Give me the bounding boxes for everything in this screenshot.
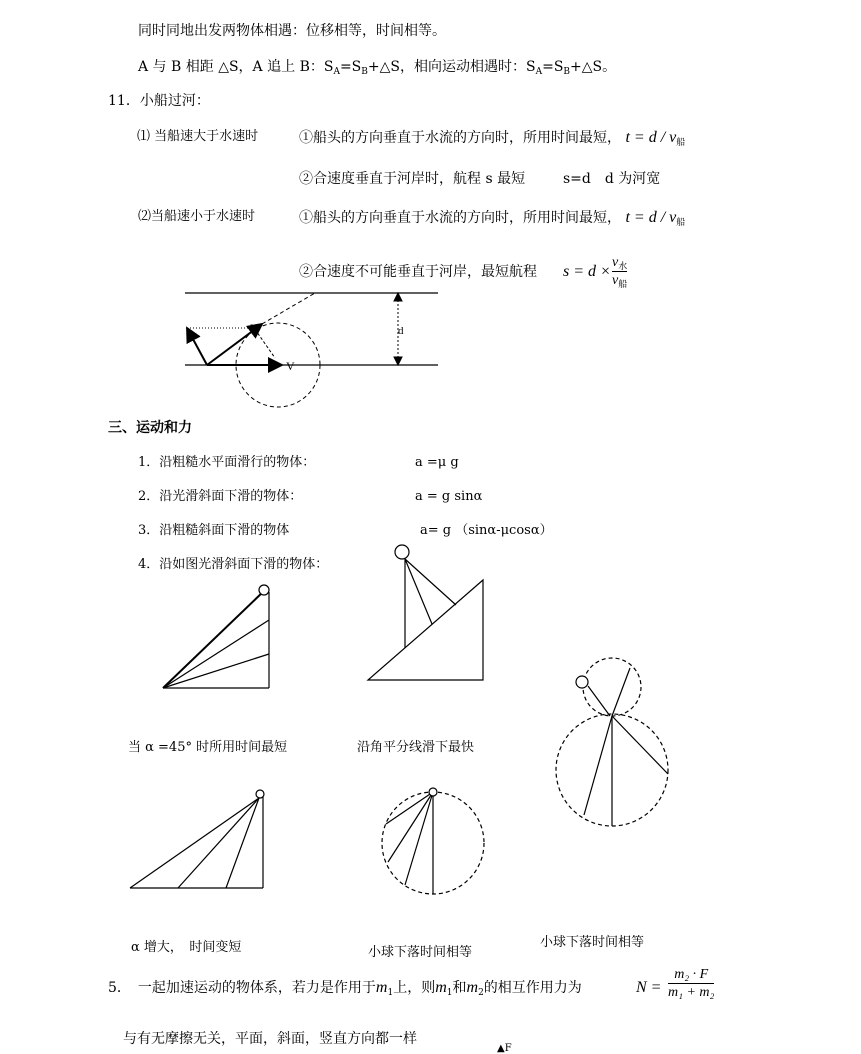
width-arrow-top <box>394 293 402 301</box>
meet-line-2-part: =S <box>339 59 362 75</box>
caption-fall-1: 小球下落时间相等 <box>368 945 473 960</box>
d-label: d <box>398 325 404 337</box>
frac-den-sub: 船 <box>618 279 628 290</box>
item-2-formula: a = g sinα <box>415 489 483 504</box>
meet-line-2-part: =S <box>542 59 564 75</box>
force-label: F <box>504 1043 512 1054</box>
subscript-b: B <box>361 67 368 77</box>
case1-line-b2: s=d d 为河宽 <box>563 171 661 187</box>
alpha-increase-figure <box>130 790 264 888</box>
double-circle-figure <box>556 658 668 826</box>
item5-F-label: ▲F <box>497 1043 512 1054</box>
caption-alpha: α 增大， 时间变短 <box>131 940 242 955</box>
bisector-figure <box>368 545 483 680</box>
meet-line-2-part: A 与 B 相距 △S，A 追上 B：S <box>138 59 334 75</box>
item5-text: 5． 一起加速运动的物体系，若力是作用于 <box>108 980 376 996</box>
caption-45: 当 α =45° 时所用时间最短 <box>128 740 288 755</box>
case2-formula-pre: s = d × <box>563 263 611 280</box>
case1-text: ①船头的方向垂直于水流的方向时，所用时间最短， <box>299 130 621 146</box>
river-diagram <box>185 293 438 407</box>
case1-line-b: ②合速度垂直于河岸时，航程 s 最短 <box>299 171 526 187</box>
caption-bisector: 沿角平分线滑下最快 <box>357 740 475 755</box>
item5-num: m₂ · F <box>674 967 709 982</box>
m1-sub: 1 <box>446 988 453 998</box>
subscript-a: A <box>333 67 340 77</box>
caption-fall-2: 小球下落时间相等 <box>540 935 645 950</box>
width-arrow-bottom <box>394 357 402 365</box>
item-11-title: 11．小船过河： <box>108 93 210 109</box>
subscript-b: B <box>563 67 571 77</box>
m2: m <box>466 979 479 996</box>
subscript-a: A <box>535 67 543 77</box>
item5-text: 的相互作用力为 <box>483 980 582 996</box>
m2-sub: 2 <box>478 988 484 998</box>
case1-formula: t = d / v <box>625 129 677 146</box>
case1-label: ⑴ 当船速大于水速时 <box>137 129 259 144</box>
incline-fan-figure <box>163 585 269 688</box>
m1: m <box>375 979 388 996</box>
item-1-label: 1．沿粗糙水平面滑行的物体： <box>138 455 316 470</box>
item-4-label: 4．沿如图光滑斜面下滑的物体： <box>138 557 329 572</box>
frac-num: v <box>612 255 619 270</box>
meet-line-2-part: +△S，相向运动相遇时：S <box>367 59 536 75</box>
frac-den: v <box>612 273 619 289</box>
case2-line-b: ②合速度不可能垂直于河岸，最短航程 <box>299 264 537 280</box>
section3-heading: 三、运动和力 <box>108 420 192 436</box>
item5-N: N = <box>636 979 662 996</box>
item-5-note: 与有无摩擦无关，平面，斜面，竖直方向都一样 <box>123 1031 417 1047</box>
item-1-formula: a =μ g <box>415 455 459 470</box>
path-dashed <box>262 293 315 324</box>
item5-den: m₁ + m₂ <box>668 985 715 1001</box>
resultant-arrow <box>187 328 207 365</box>
item-3-label: 3．沿粗糙斜面下滑的物体 <box>138 523 290 538</box>
m1: m <box>435 979 447 996</box>
item5-text: 上，则 <box>393 980 436 996</box>
meet-line-1: 同时同地出发两物体相遇：位移相等，时间相等。 <box>138 23 446 39</box>
chord-circle-figure <box>382 788 484 894</box>
frac-num-sub: 水 <box>618 261 628 271</box>
case2-text: ①船头的方向垂直于水流的方向时，所用时间最短， <box>299 210 621 226</box>
item-2-label: 2．沿光滑斜面下滑的物体： <box>138 489 303 504</box>
case1-subscript: 船 <box>676 138 686 148</box>
meet-line-2-part: +△S。 <box>570 59 617 75</box>
v-label-2: V <box>286 359 295 373</box>
v-label-1: V <box>250 321 259 335</box>
item-3-formula: a= g （sinα-μcosα） <box>420 523 553 538</box>
case2-label: ⑵当船速小于水速时 <box>138 209 256 224</box>
case2-subscript: 船 <box>676 218 686 228</box>
case2-formula: t = d / v <box>625 209 677 226</box>
item5-text: 和 <box>452 980 467 996</box>
m1-sub: 1 <box>387 988 394 998</box>
